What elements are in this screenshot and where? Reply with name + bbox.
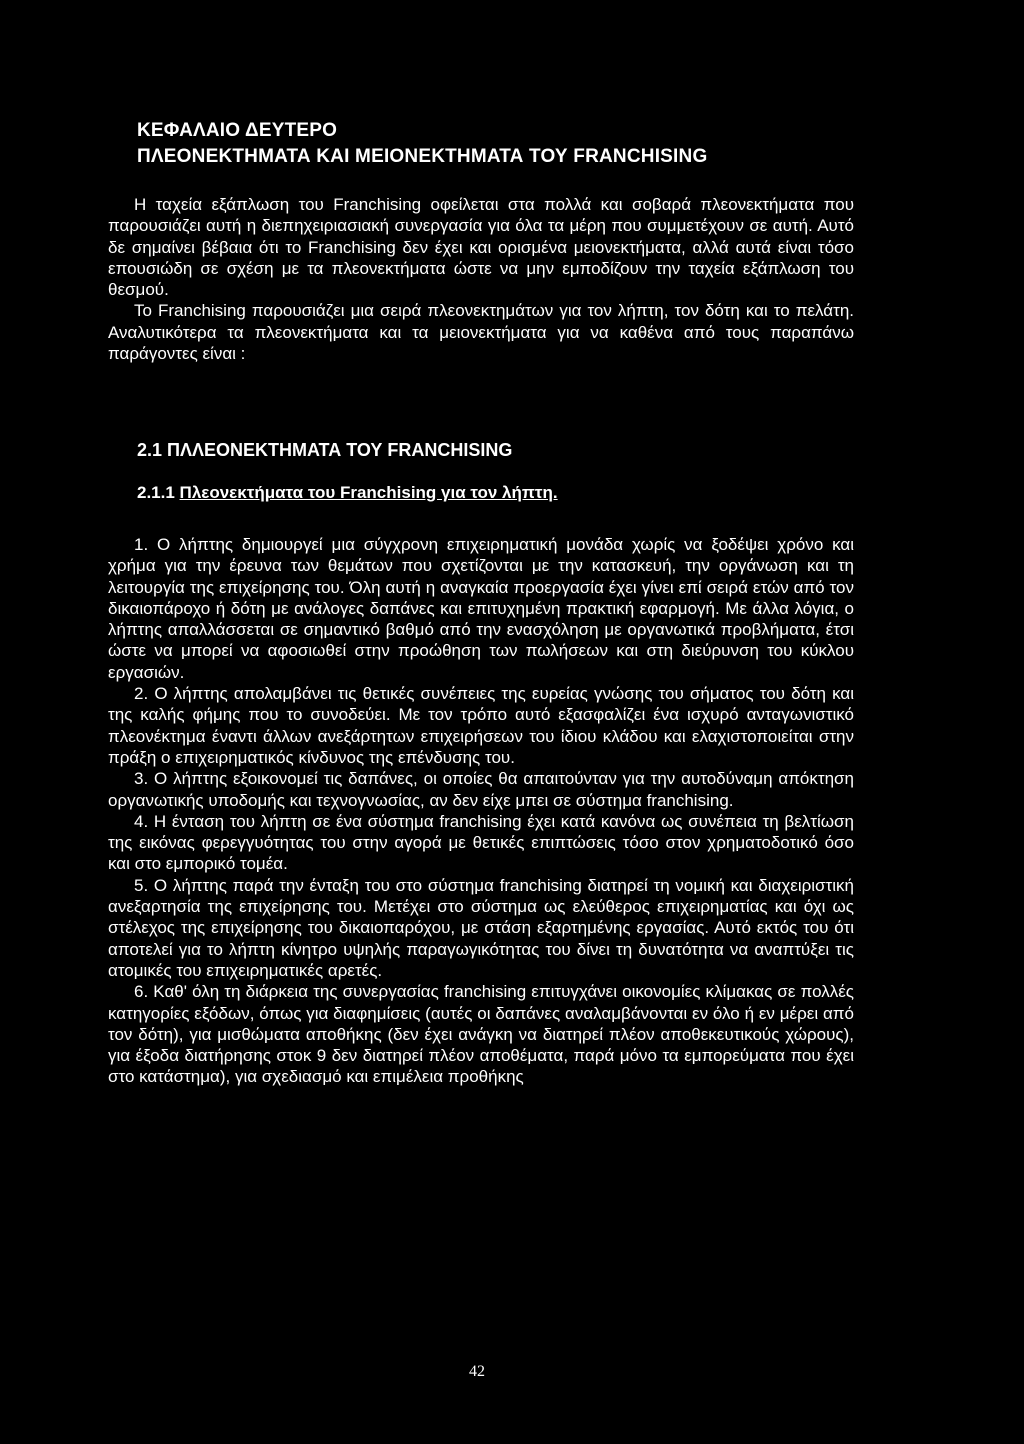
intro-paragraph-1: Η ταχεία εξάπλωση του Franchising οφείλεται στα πολλά και σοβαρά πλεονεκτήματα που παρουσιάζει αυτή η διεπηχειριασιακή συνεργασία για όλα τα μέρη που συμμετέχουν σε αυτή. Αυτό δε σημαίνει βέβαια ότι το Franchising δεν έχει και ορισμένα μειονεκτήματα, αλλά αυτά είναι τόσο επουσιώδη σε σχέση με τα πλεονεκτήματα ώστε να μην εμποδίζουν την ταχεία εξάπλωση του θεσμού. — [108, 195, 854, 300]
page-number: 42 — [469, 1363, 485, 1380]
chapter-title: ΠΛΕΟΝΕΚΤΗΜΑΤΑ ΚΑΙ ΜΕΙΟΝΕΚΤΗΜΑΤΑ ΤΟΥ FRANCHISING — [137, 146, 708, 167]
subsection-heading — [137, 482, 558, 504]
subsection-number: 2.1.1 — [137, 483, 175, 502]
list-item: 5. Ο λήπτης παρά την ένταξη του στο σύστημα franchising διατηρεί τη νομική και διαχειριστική ανεξαρτησία της επιχείρησης του. Μετέχει στο σύστημα ως ελεύθερος επιχειρηματίας και όχι ως στέλεχος της επιχείρησης του δικαιοπαρόχου, με στάση εξαρτημένης εργασίας. Αυτό εκτός του ότι αποτελεί για το λήπτη κίνητρο υψηλής παραγωγικότητας του δίνει τη δυνατότητα να αναπτύξει τις ατομικές του επιχειρηματικές αρετές. — [108, 875, 854, 980]
intro-paragraph-2: Το Franchising παρουσιάζει μια σειρά πλεονεκτημάτων για τον λήπτη, τον δότη και το πελάτη. Αναλυτικότερα τα πλεονεκτήματα και τα μειονεκτήματα για να καθένα από τους παραπάνω παράγοντες είναι : — [108, 301, 854, 364]
list-item: 2. Ο λήπτης απολαμβάνει τις θετικές συνέπειες της ευρείας γνώσης του σήματος του δότη και της καλής φήμης που το συνοδεύει. Με τον τρόπο αυτό εξασφαλίζει ένα ισχυρό ανταγωνιστικό πλεονέκτημα έναντι άλλων ανεξάρτητων επιχειρήσεων του ίδιου κλάδου και ελαχιστοποιείται στην πράξη ο επιχειρηματικός κίνδυνος της επένδυσης του. — [108, 684, 854, 767]
section-title: 2.1 ΠΛΛΕΟΝΕΚΤΗΜΑΤΑ ΤΟΥ FRANCHISING — [137, 440, 513, 460]
list-item: 4. Η ένταση του λήπτη σε ένα σύστημα franchising έχει κατά κανόνα ως συνέπεια τη βελτίωση της εικόνας φερεγγυότητας του στην αγορά με θετικές επιπτώσεις τόσο στον χρηματοδοτικό όσο και στο εμπορικό τομέα. — [108, 811, 854, 874]
list-item: 1. Ο λήπτης δημιουργεί μια σύγχρονη επιχειρηματική μονάδα χωρίς να ξοδέψει χρόνο και χρήμα για την έρευνα των θεμάτων που σχετίζονται με την κατασκευή, την οργάνωση και τη λειτουργία της επιχείρησης του. Όλη αυτή η αναγκαία προεργασία έχει γίνει επί σειρά ετών από τον δικαιοπάροχο ή δότη με ανάλογες δαπάνες και επιτυχημένη πρακτική εφαρμογή. Με άλλα λόγια, ο λήπτης απαλλάσσεται σε σημαντικό βαθμό από την ενασχόληση με οργανωτικά προβλήματα, έτσι ώστε να μπορεί να αφοσιωθεί στην προώθηση των πωλήσεων και στη διεύρυνση του κύκλου εργασιών. — [108, 535, 854, 682]
chapter-number: ΚΕΦΑΛΑΙΟ ΔΕΥΤΕΡΟ — [137, 120, 338, 141]
advantages-list — [108, 534, 854, 1088]
list-item: 3. Ο λήπτης εξοικονομεί τις δαπάνες, οι οποίες θα απαιτούνταν για την αυτοδύναμη απόκτηση οργανωτικής υποδομής και τεχνογνωσίας, αν δεν είχε μπει σε σύστημα franchising. — [108, 769, 854, 810]
intro-text — [108, 194, 854, 364]
list-item: 6. Καθ' όλη τη διάρκεια της συνεργασίας franchising επιτυγχάνει οικονομίες κλίμακας σε πολλές κατηγορίες εξόδων, όπως για διαφημίσεις (αυτές οι δαπάνες αναλαμβάνονται εν όλο ή εν μέρει από τον δότη), για μισθώματα αποθήκης (δεν έχει ανάγκη να διατηρεί πλέον αποθεκευτικούς χώρους), για έξοδα διατήρησης στοκ 9 δεν διατηρεί πλέον αποθέματα, παρά μόνο τα εμπορεύματα που έχει στο κατάστημα), για σχεδιασμό και επιμέλεια προθήκης — [108, 982, 854, 1087]
subsection-title: Πλεονεκτήματα του Franchising για τον λήπτη. — [179, 483, 558, 502]
